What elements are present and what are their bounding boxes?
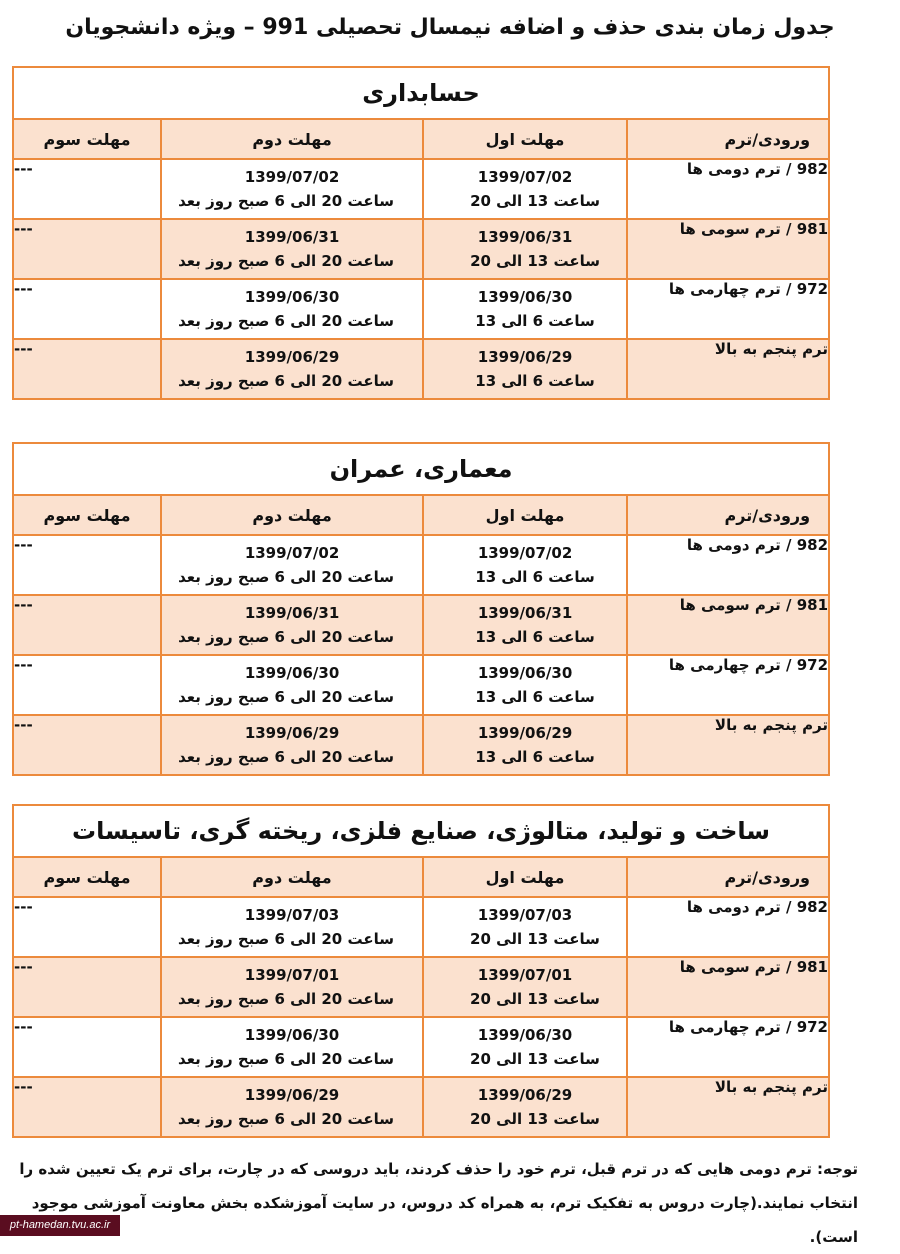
first-deadline-time: ساعت 13 الی 20 [470, 1050, 600, 1068]
header-row [13, 119, 829, 159]
second-deadline-cell [161, 957, 423, 1017]
term-cell: 981 / ترم سومی ها [627, 957, 829, 1017]
first-deadline-cell [423, 715, 627, 775]
header-third-deadline: مهلت سوم [13, 495, 161, 535]
second-deadline-time: ساعت 20 الی 6 صبح روز بعد [178, 312, 394, 330]
third-deadline-cell: --- [13, 219, 161, 279]
second-deadline-cell [161, 279, 423, 339]
third-deadline-cell: --- [13, 279, 161, 339]
schedule-table [12, 442, 830, 776]
term-cell: 981 / ترم سومی ها [627, 219, 829, 279]
first-deadline-date: 1399/06/31 [477, 228, 573, 246]
third-deadline-cell: --- [13, 897, 161, 957]
first-deadline-cell [423, 159, 627, 219]
first-deadline-time: ساعت 13 الی 20 [470, 192, 600, 210]
table-row [13, 1017, 829, 1077]
term-cell: 972 / ترم چهارمی ها [627, 279, 829, 339]
first-deadline-time: ساعت 6 الی 13 [475, 312, 595, 330]
second-deadline-date: 1399/06/30 [244, 664, 340, 682]
first-deadline-date: 1399/06/29 [477, 348, 573, 366]
table-row [13, 655, 829, 715]
table-row [13, 897, 829, 957]
term-cell: 982 / ترم دومی ها [627, 897, 829, 957]
term-cell: ترم پنجم به بالا [627, 715, 829, 775]
first-deadline-date: 1399/07/01 [477, 966, 573, 984]
section-title: ساخت و تولید، متالوژی، صنایع فلزی، ریخته گری، تاسیسات [13, 805, 829, 857]
header-first-deadline: مهلت اول [423, 495, 627, 535]
first-deadline-time: ساعت 6 الی 13 [475, 628, 595, 646]
first-deadline-date: 1399/07/02 [477, 168, 573, 186]
first-deadline-date: 1399/07/03 [477, 906, 573, 924]
first-deadline-date: 1399/06/29 [477, 1086, 573, 1104]
table-row [13, 159, 829, 219]
second-deadline-time: ساعت 20 الی 6 صبح روز بعد [178, 192, 394, 210]
first-deadline-cell [423, 339, 627, 399]
first-deadline-date: 1399/06/30 [477, 288, 573, 306]
first-deadline-date: 1399/06/30 [477, 664, 573, 682]
term-cell: 982 / ترم دومی ها [627, 535, 829, 595]
third-deadline-cell: --- [13, 715, 161, 775]
second-deadline-cell [161, 655, 423, 715]
second-deadline-cell [161, 715, 423, 775]
section-title: حسابداری [13, 67, 829, 119]
first-deadline-time: ساعت 6 الی 13 [475, 748, 595, 766]
second-deadline-cell [161, 897, 423, 957]
table-row [13, 219, 829, 279]
header-second-deadline: مهلت دوم [161, 857, 423, 897]
first-deadline-date: 1399/06/31 [477, 604, 573, 622]
first-deadline-cell [423, 595, 627, 655]
second-deadline-cell [161, 159, 423, 219]
third-deadline-cell: --- [13, 957, 161, 1017]
term-cell: 981 / ترم سومی ها [627, 595, 829, 655]
term-cell: ترم پنجم به بالا [627, 339, 829, 399]
first-deadline-cell [423, 897, 627, 957]
table-row [13, 535, 829, 595]
second-deadline-time: ساعت 20 الی 6 صبح روز بعد [178, 688, 394, 706]
second-deadline-date: 1399/07/02 [244, 544, 340, 562]
second-deadline-date: 1399/06/30 [244, 288, 340, 306]
site-url-tag: pt-hamedan.tvu.ac.ir [0, 1215, 120, 1236]
third-deadline-cell: --- [13, 595, 161, 655]
second-deadline-date: 1399/06/30 [244, 1026, 340, 1044]
second-deadline-time: ساعت 20 الی 6 صبح روز بعد [178, 748, 394, 766]
third-deadline-cell: --- [13, 1077, 161, 1137]
third-deadline-cell: --- [13, 655, 161, 715]
second-deadline-date: 1399/07/02 [244, 168, 340, 186]
table-row [13, 715, 829, 775]
second-deadline-time: ساعت 20 الی 6 صبح روز بعد [178, 930, 394, 948]
second-deadline-time: ساعت 20 الی 6 صبح روز بعد [178, 1050, 394, 1068]
first-deadline-date: 1399/06/29 [477, 724, 573, 742]
first-deadline-time: ساعت 6 الی 13 [475, 688, 595, 706]
first-deadline-date: 1399/06/30 [477, 1026, 573, 1044]
second-deadline-time: ساعت 20 الی 6 صبح روز بعد [178, 372, 394, 390]
second-deadline-cell [161, 535, 423, 595]
table-row [13, 957, 829, 1017]
header-first-deadline: مهلت اول [423, 857, 627, 897]
second-deadline-cell [161, 219, 423, 279]
third-deadline-cell: --- [13, 159, 161, 219]
second-deadline-cell [161, 595, 423, 655]
header-row [13, 857, 829, 897]
schedule-table [12, 66, 830, 400]
table-row [13, 339, 829, 399]
term-cell: 982 / ترم دومی ها [627, 159, 829, 219]
first-deadline-cell [423, 655, 627, 715]
table-row [13, 595, 829, 655]
header-term: ورودی/ترم [627, 495, 829, 535]
second-deadline-date: 1399/06/31 [244, 604, 340, 622]
second-deadline-date: 1399/07/01 [244, 966, 340, 984]
header-first-deadline: مهلت اول [423, 119, 627, 159]
first-deadline-cell [423, 279, 627, 339]
first-deadline-cell [423, 1017, 627, 1077]
section-title: معماری، عمران [13, 443, 829, 495]
second-deadline-date: 1399/06/29 [244, 348, 340, 366]
second-deadline-time: ساعت 20 الی 6 صبح روز بعد [178, 990, 394, 1008]
table-row [13, 1077, 829, 1137]
first-deadline-time: ساعت 6 الی 13 [475, 568, 595, 586]
table-row [13, 279, 829, 339]
schedule-table [12, 804, 830, 1138]
second-deadline-date: 1399/06/29 [244, 1086, 340, 1104]
second-deadline-date: 1399/07/03 [244, 906, 340, 924]
second-deadline-time: ساعت 20 الی 6 صبح روز بعد [178, 628, 394, 646]
term-cell: ترم پنجم به بالا [627, 1077, 829, 1137]
second-deadline-cell [161, 1077, 423, 1137]
note-text: توجه: ترم دومی هایی که در ترم قبل، ترم خود را حذف کردند، باید دروسی که در چارت، برای ترم یک تعیین شده را انتخاب نمایند.(چارت دروس به تفکیک ترم، به همراه کد دروس، در سایت آموزشکده بخش معاونت آموزشی موجود است). [19, 1160, 858, 1246]
header-third-deadline: مهلت سوم [13, 119, 161, 159]
first-deadline-time: ساعت 13 الی 20 [470, 1110, 600, 1128]
first-deadline-cell [423, 957, 627, 1017]
second-deadline-time: ساعت 20 الی 6 صبح روز بعد [178, 252, 394, 270]
second-deadline-date: 1399/06/31 [244, 228, 340, 246]
header-term: ورودی/ترم [627, 119, 829, 159]
first-deadline-time: ساعت 13 الی 20 [470, 252, 600, 270]
term-cell: 972 / ترم چهارمی ها [627, 1017, 829, 1077]
first-deadline-time: ساعت 13 الی 20 [470, 990, 600, 1008]
header-row [13, 495, 829, 535]
header-second-deadline: مهلت دوم [161, 495, 423, 535]
first-deadline-date: 1399/07/02 [477, 544, 573, 562]
second-deadline-date: 1399/06/29 [244, 724, 340, 742]
term-cell: 972 / ترم چهارمی ها [627, 655, 829, 715]
first-deadline-time: ساعت 6 الی 13 [475, 372, 595, 390]
header-term: ورودی/ترم [627, 857, 829, 897]
second-deadline-time: ساعت 20 الی 6 صبح روز بعد [178, 568, 394, 586]
first-deadline-cell [423, 535, 627, 595]
first-deadline-cell [423, 219, 627, 279]
first-deadline-cell [423, 1077, 627, 1137]
third-deadline-cell: --- [13, 535, 161, 595]
second-deadline-cell [161, 1017, 423, 1077]
second-deadline-time: ساعت 20 الی 6 صبح روز بعد [178, 1110, 394, 1128]
header-second-deadline: مهلت دوم [161, 119, 423, 159]
second-deadline-cell [161, 339, 423, 399]
first-deadline-time: ساعت 13 الی 20 [470, 930, 600, 948]
page-title: جدول زمان بندی حذف و اضافه نیمسال تحصیلی 991 – ویژه دانشجویان [65, 15, 835, 40]
third-deadline-cell: --- [13, 339, 161, 399]
header-third-deadline: مهلت سوم [13, 857, 161, 897]
third-deadline-cell: --- [13, 1017, 161, 1077]
